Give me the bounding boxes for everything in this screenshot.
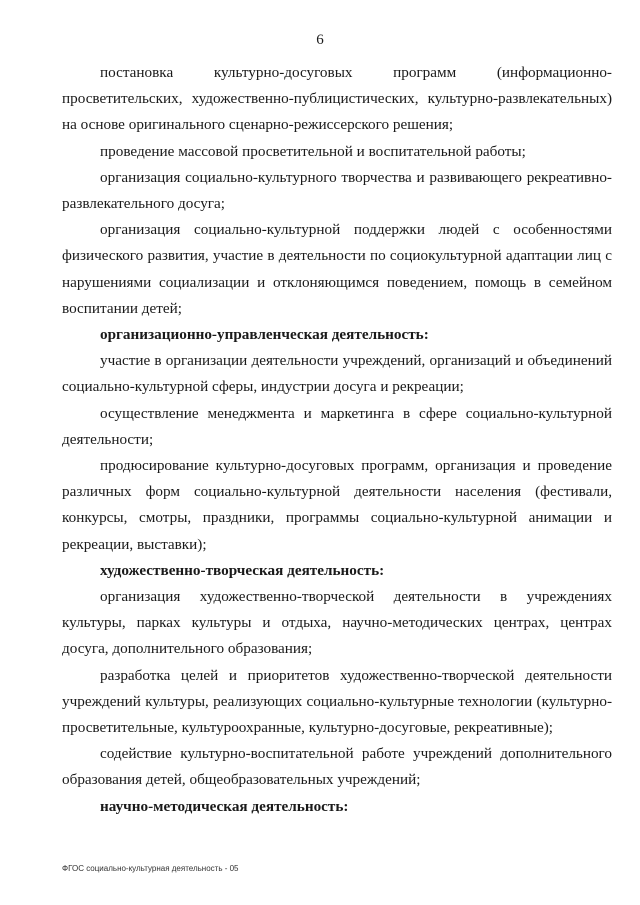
paragraph-support: организация социально-культурной поддержки людей с особенностями физического развития, участие в деятельности по социокультурной адаптации лиц с нарушениями социализации и отклоняющимся поведением, помощь в семейном воспитании детей;	[62, 221, 612, 317]
heading-management: организационно-управленческая деятельность:	[100, 326, 429, 344]
heading-methodical: научно-методическая деятельность:	[100, 797, 349, 815]
paragraph-marketing: осуществление менеджмента и маркетинга в сфере социально-культурной деятельности;	[62, 404, 612, 448]
paragraph-programs: постановка культурно-досуговых программ (информационно-просветительских, художественно-публицистических, культурно-развлекательных) на основе оригинального сценарно-режиссерского решения;	[62, 64, 612, 134]
paragraph-assistance: содействие культурно-воспитательной работе учреждений дополнительного образования детей, общеобразовательных учреждений;	[62, 745, 612, 789]
page-footer: ФГОС социально-культурная деятельность - 05	[62, 864, 239, 873]
paragraph-goals: разработка целей и приоритетов художественно-творческой деятельности учреждений культуры, реализующих социально-культурные технологии (культурно-просветительные, культуроохранные, культурно-досуговые, рекреативные);	[62, 666, 612, 737]
document-body	[62, 60, 612, 820]
paragraph-participation: участие в организации деятельности учреждений, организаций и объединений социально-культурной сферы, индустрии досуга и рекреации;	[62, 352, 612, 396]
paragraph-producing: продюсирование культурно-досуговых программ, организация и проведение различных форм социально-культурной деятельности населения (фестивали, конкурсы, смотры, праздники, программы социально-культурной анимации и рекреации, выставки);	[62, 457, 612, 553]
paragraph-creativity: организация социально-культурного творчества и развивающего рекреативно-развлекательного досуга;	[62, 168, 612, 213]
page-number: 6	[316, 32, 324, 48]
heading-artistic: художественно-творческая деятельность:	[100, 561, 385, 579]
paragraph-artistic-organization: организация художественно-творческой деятельности в учреждениях культуры, парках культуры и отдыха, научно-методических центрах, центрах досуга, дополнительного образования;	[62, 588, 612, 658]
paragraph-mass-work: проведение массовой просветительной и воспитательной работы;	[100, 142, 526, 160]
